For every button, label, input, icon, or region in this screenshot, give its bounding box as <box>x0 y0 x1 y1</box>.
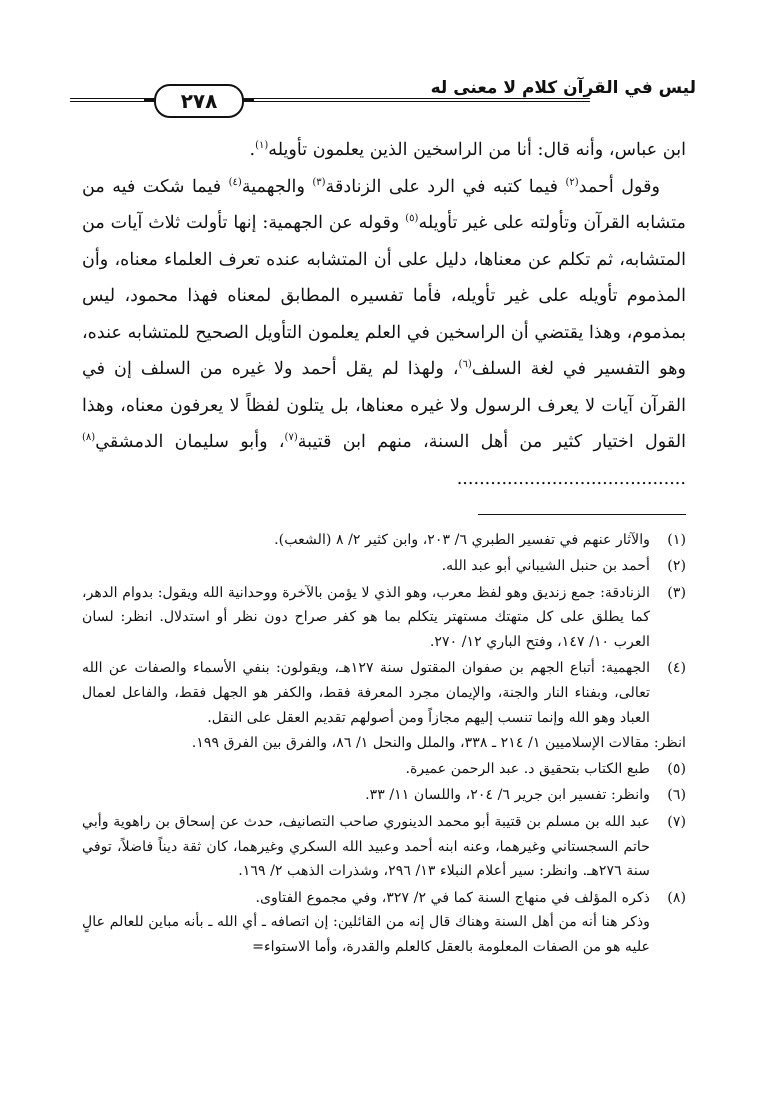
footnote-text: أحمد بن حنبل الشيباني أبو عبد الله. <box>441 558 650 575</box>
footnote-number: (٦) <box>667 787 686 804</box>
footnote-text: الجهمية: أتباع الجهم بن صفوان المقتول سنة ١٢٧هـ، ويقولون: بنفي الأسماء والصفات عن الله تعالى، وبفناء النار والجنة، والإيمان مجرد المعرفة فقط، والكفر هو الجهل فقط، والفاعل لعمال العباد وهو الله وإنما تنسب إليهم مجازاً ومن أصولهم تقديم العقل على النقل. <box>82 660 651 727</box>
paragraph-1 <box>82 132 686 169</box>
p2-seg-6: ، ولهذا لم يقل أحمد ولا غيره من السلف إن في القرآن آيات لا يعرف الرسول ولا غيره معناها، بل يتلون لفظاً لا يعرفون معناه، وهذا القول اختيار كثير من أهل السنة، منهم ابن قتيبة <box>82 359 687 452</box>
footnote-number: (٢) <box>667 558 686 575</box>
paragraph-2 <box>82 169 686 498</box>
main-text <box>82 132 686 497</box>
footnote-text: والآثار عنهم في تفسير الطبري ٦/ ٢٠٣، وابن كثير ٢/ ٨ (الشعب). <box>274 532 650 548</box>
p2-seg-1: وقول أحمد <box>578 176 661 197</box>
p2-seg-3: والجهمية <box>241 176 313 197</box>
p2-seg-7: ، وأبو سليمان الدمشقي <box>95 432 285 452</box>
footnote-4 <box>82 656 686 755</box>
continuation-dots: ......................................... <box>456 468 686 489</box>
footnote-text-reference: انظر: مقالات الإسلاميين ١/ ٢١٤ ـ ٣٣٨، والملل والنحل ١/ ٨٦، والفرق بين الفرق ١٩٩. <box>191 734 686 751</box>
footnote-text: الزنادقة: جمع زنديق وهو لفظ معرب، وهو الذي لا يؤمن بالآخرة ووحدانية الله ويقول: بدوام الدهر، كما يطلق على كل متهتك مستهتر يتكلم بما هو كفر صراح دون نظر أو استدلال. انظر: لسان العرب ١٠/ ١٤٧، وفتح الباري ١٢/ ٢٧٠. <box>82 584 650 651</box>
footnote-number: (٣) <box>667 584 686 601</box>
footnote-ref-5: (٥) <box>405 213 419 225</box>
footnote-text: ذكره المؤلف في منهاج السنة كما في ٢/ ٣٢٧، وفي مجموع الفتاوى. <box>255 889 650 906</box>
footnote-number: (١) <box>667 532 686 548</box>
page-number: ٢٧٨ <box>180 89 218 113</box>
footnote-ref-1: (١) <box>255 140 269 152</box>
running-title: ليس في القرآن كلام لا معنى له <box>430 78 696 98</box>
footnote-2 <box>82 554 686 579</box>
footnote-ref-7: (٧) <box>284 432 298 444</box>
footnote-text: وانظر: تفسير ابن جرير ٦/ ٢٠٤، واللسان ١١/ ٣٣. <box>365 787 650 804</box>
page-number-badge <box>154 84 244 118</box>
p2-seg-2: فيما كتبه في الرد على الزنادقة <box>325 176 566 197</box>
p2-seg-4: فيما شكت فيه من متشابه القرآن وتأولته على غير تأويله <box>82 176 686 233</box>
footnote-1 <box>82 528 686 553</box>
footnote-text-continued: وذكر هنا أنه من أهل السنة وهناك قال إنه من القائلين: إن اتصافه ـ أي الله ـ بأنه مباين للعالم عالٍ عليه هو من الصفات المعلومة بالعقل كالعلم والقدرة، وأما الاستواء= <box>82 914 650 956</box>
p2-seg-5: وقوله عن الجهمية: إنها تأولت ثلاث آيات من المتشابه، ثم تكلم عن معناها، دليل على أن المتشابه عنده تعرف العلماء معناه، وأن المذموم تأويله على غير تأويله، فأما تفسيره المطابق لمعناه فهذا محمود، ليس بمذموم، وهذا يقتضي أن الراسخين في العلم يعلمون التأويل الصحيح للمتشابه عنده، وهو التفسير في لغة السلف <box>82 213 686 379</box>
footnote-ref-3: (٣) <box>312 176 326 188</box>
footnote-number: (٤) <box>667 660 686 677</box>
footnote-ref-2: (٢) <box>565 176 579 188</box>
footnote-7 <box>82 810 686 884</box>
footnote-ref-6: (٦) <box>458 359 472 371</box>
footnote-number: (٧) <box>667 813 686 830</box>
footnotes <box>82 528 686 962</box>
footnote-ref-4: (٤) <box>228 176 242 188</box>
footnote-8 <box>82 886 686 960</box>
page-header <box>70 72 696 124</box>
footnote-6 <box>82 783 686 808</box>
p1-text: ابن عباس، وأنه قال: أنا من الراسخين الذين يعلمون تأويله <box>268 140 686 160</box>
p1-end: . <box>249 140 256 160</box>
footnote-ref-8: (٨) <box>82 432 96 444</box>
footnote-5 <box>82 757 686 782</box>
footnote-3 <box>82 581 686 655</box>
footnote-text: طبع الكتاب بتحقيق د. عبد الرحمن عميرة. <box>405 761 650 778</box>
footnote-text: عبد الله بن مسلم بن قتيبة أبو محمد الدينوري صاحب التصانيف، حدث عن إسحاق بن راهوية وأبي حاتم السجستاني وغيرهما، وعنه ابنه أحمد وعبيد الله السكري وغيرهما، كان ثقة ديناً فاضلاً، توفي سنة ٢٧٦هـ. وانظر: سير أعلام النبلاء ١٣/ ٢٩٦، وشذرات الذهب ٢/ ١٦٩. <box>82 813 650 880</box>
footnote-number: (٥) <box>667 761 686 778</box>
footnote-number: (٨) <box>667 889 686 906</box>
footnote-separator <box>478 514 686 515</box>
